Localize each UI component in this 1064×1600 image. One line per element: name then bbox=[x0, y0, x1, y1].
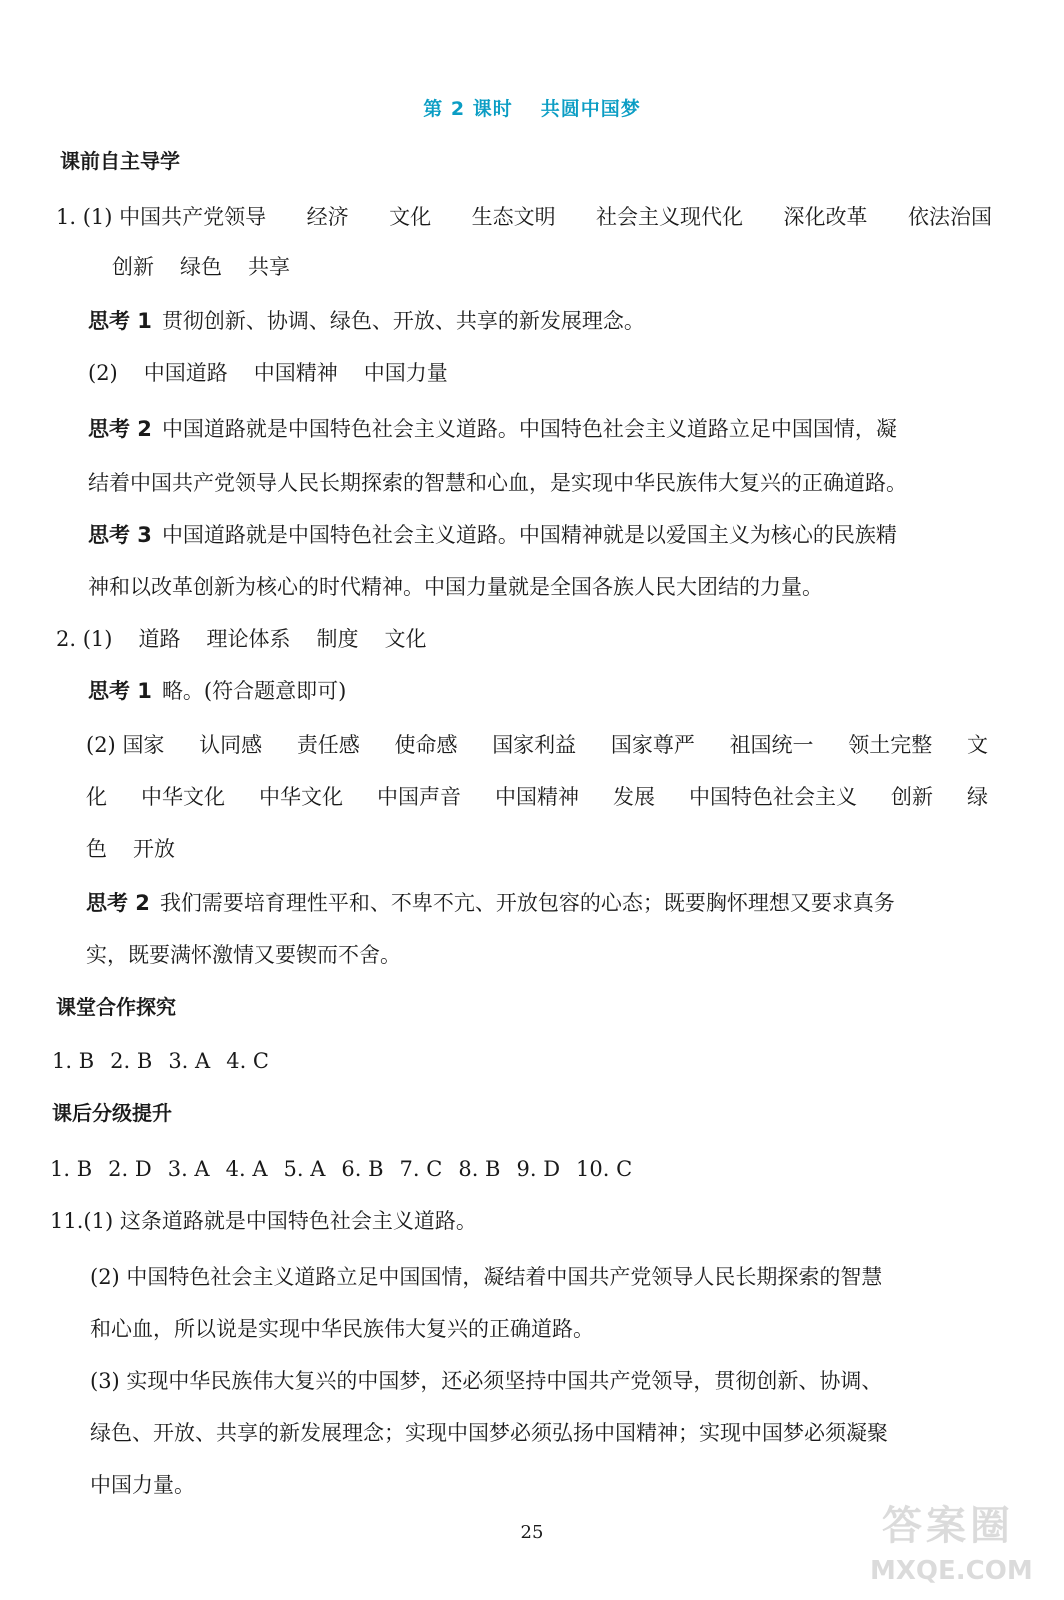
answer-term: 化 bbox=[86, 785, 107, 809]
question-number: 11. bbox=[50, 1209, 84, 1233]
answer-text: (1) 这条道路就是中国特色社会主义道路。 bbox=[83, 1209, 477, 1233]
answer-term: 共享 bbox=[248, 255, 290, 279]
answer-choice: 3. A bbox=[168, 1049, 211, 1073]
q2-part2-row2 bbox=[86, 782, 988, 812]
answer-choice: 7. C bbox=[399, 1157, 443, 1181]
q2-part2-row3 bbox=[86, 834, 175, 864]
answer-choice: 8. B bbox=[458, 1157, 501, 1181]
answer-term: 道路 bbox=[138, 627, 181, 651]
q1-part2 bbox=[88, 358, 448, 388]
answer-term: 文化 bbox=[389, 205, 432, 229]
answer-choice: 1. B bbox=[50, 1157, 93, 1181]
q1-part1-prefix: 1. (1) 中国共产党领导 bbox=[56, 205, 267, 229]
q11-part2-line1: (2) 中国特色社会主义道路立足中国国情，凝结着中国共产党领导人民长期探索的智慧 bbox=[90, 1265, 883, 1289]
answer-choice: 2. B bbox=[110, 1049, 153, 1073]
answer-choice: 9. D bbox=[516, 1157, 561, 1181]
lesson-title bbox=[0, 94, 1064, 121]
q11-part3-line3: 中国力量。 bbox=[90, 1473, 195, 1497]
answer-term: 中国道路 bbox=[143, 361, 228, 385]
answer-term: 国家尊严 bbox=[610, 733, 695, 757]
page-number: 25 bbox=[520, 1522, 544, 1543]
answer-term: 中华文化 bbox=[141, 785, 225, 809]
answer-term: 国家利益 bbox=[492, 733, 577, 757]
q1-think2-line2: 结着中国共产党领导人民长期探索的智慧和心血，是实现中华民族伟大复兴的正确道路。 bbox=[88, 471, 907, 495]
q2-think2-line1 bbox=[86, 888, 895, 918]
q1-part1-row2 bbox=[112, 252, 290, 282]
answer-term: 创新 bbox=[112, 255, 154, 279]
q11-part1 bbox=[50, 1206, 477, 1236]
lesson-name: 共圆中国梦 bbox=[540, 98, 641, 120]
q2-part2-row1 bbox=[86, 730, 988, 760]
think-label: 思考 3 bbox=[88, 523, 152, 547]
answer-term: 中国精神 bbox=[495, 785, 579, 809]
think-text: 中国道路就是中国特色社会主义道路。中国特色社会主义道路立足中国国情，凝 bbox=[161, 417, 897, 441]
q1-part1-row1 bbox=[56, 202, 992, 232]
answer-term: 经济 bbox=[306, 205, 349, 229]
answer-term: 中国力量 bbox=[363, 361, 448, 385]
answer-term: 祖国统一 bbox=[729, 733, 814, 757]
q2-think1 bbox=[88, 676, 346, 706]
answer-term: 文 bbox=[966, 733, 988, 757]
answer-choice: 4. A bbox=[225, 1157, 268, 1181]
section-heading-preview: 课前自主导学 bbox=[60, 149, 180, 173]
answer-term: 文化 bbox=[384, 627, 427, 651]
answer-term: 中国特色社会主义 bbox=[689, 785, 857, 809]
lesson-number: 第 2 课时 bbox=[423, 98, 513, 120]
question-number: 2. bbox=[56, 627, 77, 651]
q1-think3-line2: 神和以改革创新为核心的时代精神。中国力量就是全国各族人民大团结的力量。 bbox=[88, 575, 823, 599]
answer-term: 绿色 bbox=[180, 255, 222, 279]
answer-term: 中国精神 bbox=[253, 361, 338, 385]
answer-term: 绿 bbox=[967, 785, 988, 809]
answer-term: 依法治国 bbox=[907, 205, 992, 229]
think-label: 思考 1 bbox=[88, 679, 152, 703]
q1-think2-line1 bbox=[88, 414, 897, 444]
answer-term: 生态文明 bbox=[471, 205, 556, 229]
answer-term: 创新 bbox=[891, 785, 933, 809]
classroom-answers bbox=[52, 1046, 269, 1076]
answer-term: 色 bbox=[86, 837, 107, 861]
q2-part1 bbox=[56, 624, 426, 654]
think-text: 略。(符合题意即可) bbox=[161, 679, 347, 703]
q11-part3-line1: (3) 实现中华民族伟大复兴的中国梦，还必须坚持中国共产党领导，贯彻创新、协调、 bbox=[90, 1369, 883, 1393]
q11-part2-line2: 和心血，所以说是实现中华民族伟大复兴的正确道路。 bbox=[90, 1317, 594, 1341]
answer-choice: 1. B bbox=[52, 1049, 95, 1073]
answer-term: 发展 bbox=[613, 785, 655, 809]
think-text: 我们需要培育理性平和、不卑不亢、开放包容的心态；既要胸怀理想又要求真务 bbox=[159, 891, 895, 915]
answer-choice: 5. A bbox=[283, 1157, 326, 1181]
answer-choice: 4. C bbox=[226, 1049, 269, 1073]
answer-choice: 2. D bbox=[108, 1157, 152, 1181]
part-label: (1) bbox=[82, 627, 113, 651]
section-heading-after-class: 课后分级提升 bbox=[52, 1101, 172, 1125]
q2-think2-line2: 实，既要满怀激情又要锲而不舍。 bbox=[86, 943, 401, 967]
section-heading-classroom: 课堂合作探究 bbox=[56, 995, 176, 1019]
q1-think1 bbox=[88, 306, 645, 336]
think-label: 思考 1 bbox=[88, 309, 152, 333]
answer-term: 责任感 bbox=[296, 733, 360, 757]
answer-choice: 10. C bbox=[576, 1157, 633, 1181]
answer-term: 深化改革 bbox=[783, 205, 868, 229]
answer-term: 领土完整 bbox=[848, 733, 933, 757]
think-label: 思考 2 bbox=[88, 417, 152, 441]
q1-think3-line1 bbox=[88, 520, 897, 550]
answer-term: 理论体系 bbox=[206, 627, 291, 651]
q11-part3-line2: 绿色、开放、共享的新发展理念；实现中国梦必须弘扬中国精神；实现中国梦必须凝聚 bbox=[90, 1421, 888, 1445]
answer-term: 中华文化 bbox=[259, 785, 343, 809]
think-text: 中国道路就是中国特色社会主义道路。中国精神就是以爱国主义为核心的民族精 bbox=[161, 523, 897, 547]
think-label: 思考 2 bbox=[86, 891, 150, 915]
watermark-url: MXQE.COM bbox=[870, 1556, 1033, 1586]
answer-term: 认同感 bbox=[199, 733, 263, 757]
part-label: (2) bbox=[88, 361, 118, 385]
answer-term: 开放 bbox=[133, 837, 175, 861]
part-label-with-term: (2) 国家 bbox=[86, 733, 165, 757]
answer-term: 中国声音 bbox=[377, 785, 461, 809]
answer-term: 社会主义现代化 bbox=[596, 205, 744, 229]
watermark-text: 答案圈 bbox=[882, 1503, 1014, 1549]
answer-term: 使命感 bbox=[394, 733, 458, 757]
answer-term: 制度 bbox=[316, 627, 359, 651]
think-text: 贯彻创新、协调、绿色、开放、共享的新发展理念。 bbox=[161, 309, 645, 333]
after-class-answers bbox=[50, 1154, 632, 1184]
watermark-logo bbox=[870, 1494, 1033, 1586]
answer-choice: 6. B bbox=[341, 1157, 384, 1181]
answer-choice: 3. A bbox=[167, 1157, 210, 1181]
